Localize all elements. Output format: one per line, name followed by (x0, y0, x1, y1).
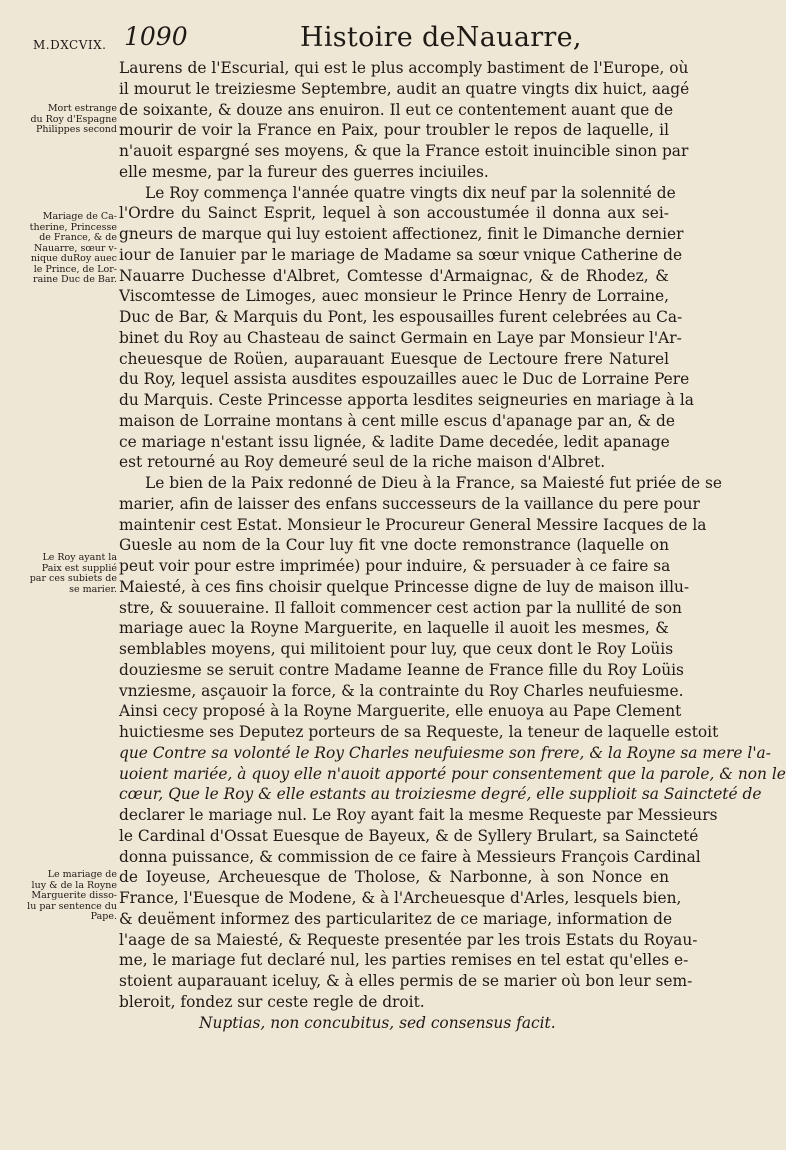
text-line: que Contre sa volonté le Roy Charles neufuiesme son frere, & la Royne sa mere l'a- (119, 743, 771, 762)
text-line: Nauarre Duchesse d'Albret, Comtesse d'Armaignac, & de Rhodez, & (119, 266, 669, 285)
latin-maxim: Nuptias, non concubitus, sed consensus facit. (199, 1013, 556, 1032)
text-line: stre, & souueraine. Il falloit commencer cest action par la nullité de son (119, 598, 682, 617)
text-line: est retourné au Roy demeuré seul de la riche maison d'Albret. (119, 453, 606, 472)
margin-note-line: Mariage de Ca- (42, 211, 117, 222)
text-line: du Roy, lequel assista ausdites espouzailles auec le Duc de Lorraine Pere (119, 370, 690, 389)
margin-note-line: luy & de la Royne (31, 879, 117, 891)
year-heading: M.DXCVIX. (33, 38, 107, 52)
page-number: 1090 (124, 22, 188, 51)
margin-note-line: Mort estrange (47, 103, 117, 114)
text-line: l'Ordre du Sainct Esprit, lequel à son accoustumée il donna aux sei- (119, 204, 669, 223)
text-line: Laurens de l'Escurial, qui est le plus accomply bastiment de l'Europe, où (119, 59, 689, 77)
text-line: cœur, Que le Roy & elle estants au troiziesme degré, elle supplioit sa Saincteté de (119, 785, 762, 804)
margin-note-line: Pape. (90, 911, 117, 922)
text-line: bleroit, fondez sur ceste regle de droit. (119, 992, 425, 1011)
text-line: huictiesme ses Deputez porteurs de sa Requeste, la teneur de laquelle estoit (119, 723, 719, 741)
text-line: cheuesque de Roüen, auparauant Euesque de Lectoure frere Naturel (119, 349, 669, 368)
body-text (119, 58, 786, 1033)
margin-note-line: nique duRoy auec (30, 253, 117, 264)
text-line: declarer le mariage nul. Le Roy ayant fait la mesme Requeste par Messieurs (119, 806, 718, 824)
text-line: France, l'Euesque de Modene, & à l'Archeuesque d'Arles, lesquels bien, (119, 889, 682, 907)
text-line: binet du Roy au Chasteau de sainct Germain en Laye par Monsieur l'Ar- (119, 328, 682, 347)
text-line: maison de Lorraine montans à cent mille escus d'apanage par an, & de (119, 411, 675, 430)
text-line: stoient auparauant iceluy, & à elles permis de se marier où bon leur sem- (119, 972, 693, 990)
text-line: Ainsi cecy proposé à la Royne Marguerite, elle enuoya au Pape Clement (119, 702, 682, 721)
margin-note-line: Le mariage de (47, 869, 117, 880)
margin-note (22, 104, 117, 136)
margin-note-line: de France, & de (39, 232, 117, 243)
margin-note-line: le Prince, de Lor- (33, 263, 117, 275)
text-line: l'aage de sa Maiesté, & Requeste presentée par les trois Estats du Royau- (119, 930, 698, 949)
text-line: douziesme se seruit contre Madame Ieanne de France fille du Roy Loüis (119, 660, 684, 679)
text-line: Viscomtesse de Limoges, auec monsieur le Prince Henry de Lorraine, (119, 287, 669, 306)
text-line: marier, afin de laisser des enfans successeurs de la vaillance du pere pour (119, 494, 700, 513)
text-line: de soixante, & douze ans enuiron. Il eut ce contentement auant que de (119, 100, 674, 119)
text-line: Le Roy commença l'année quatre vingts dix neuf par la solennité de (145, 183, 676, 202)
margin-note-line: par ces subiets de (29, 573, 117, 584)
text-line: me, le mariage fut declaré nul, les parties remises en tel estat qu'elles e- (119, 951, 689, 970)
text-line: donna puissance, & commission de ce faire à Messieurs François Cardinal (119, 847, 701, 866)
margin-note (22, 553, 117, 595)
text-line: gneurs de marque qui luy estoient affectionez, finit le Dimanche dernier (119, 225, 684, 243)
margin-note-line: se marier. (69, 583, 117, 595)
text-line: iour de Ianuier par le mariage de Madame sa sœur vnique Catherine de (119, 245, 683, 264)
margin-note-line: Paix est supplié (41, 562, 117, 574)
margin-note-line: therine, Princesse (29, 221, 117, 233)
text-line: il mourut le treiziesme Septembre, audit an quatre vingts dix huict, aagé (119, 79, 690, 98)
text-line: mariage auec la Royne Marguerite, en laquelle il auoit les mesmes, & (119, 619, 669, 638)
margin-note-line: du Roy d'Espagne (30, 113, 117, 125)
margin-note-line: raine Duc de Bar. (33, 274, 117, 285)
text-line: n'auoit espargné ses moyens, & que la France estoit inuincible sinon par (119, 142, 689, 160)
text-line: de Ioyeuse, Archeuesque de Tholose, & Narbonne, à son Nonce en (119, 868, 669, 887)
text-line: peut voir pour estre imprimée) pour induire, & persuader à ce faire sa (119, 557, 671, 575)
text-line: semblables moyens, qui militoient pour luy, que ceux dont le Roy Loüis (119, 640, 674, 658)
margin-notes (0, 0, 118, 1150)
text-line: vnziesme, asçauoir la force, & la contrainte du Roy Charles neufuiesme. (119, 681, 684, 700)
text-line: Duc de Bar, & Marquis du Pont, les espousailles furent celebrées au Ca- (119, 308, 683, 326)
running-title: Histoire deNauarre, (300, 22, 582, 53)
margin-note-line: lu par sentence du (27, 900, 117, 912)
text-line: maintenir cest Estat. Monsieur le Procureur General Messire Iacques de la (119, 515, 707, 534)
margin-note (22, 212, 117, 286)
margin-note-line: Nauarre, sœur v- (33, 242, 117, 254)
text-line: du Marquis. Ceste Princesse apporta lesdites seigneuries en mariage à la (119, 391, 694, 409)
text-line: Le bien de la Paix redonné de Dieu à la France, sa Maiesté fut priée de se (145, 474, 723, 492)
text-line: elle mesme, par la fureur des guerres inciuiles. (119, 162, 489, 181)
margin-note-line: Marguerite disso- (31, 890, 117, 901)
margin-note (22, 870, 117, 923)
text-line: mourir de voir la France en Paix, pour troubler le repos de laquelle, il (119, 121, 669, 140)
text-line: uoient mariée, à quoy elle n'auoit apporté pour consentement que la parole, & non le (119, 764, 786, 783)
text-line: & deuëment informez des particularitez de ce mariage, information de (119, 909, 673, 928)
margin-note-line: Le Roy ayant la (42, 552, 117, 563)
text-line: Maiesté, à ces fins choisir quelque Princesse digne de luy de maison illu- (119, 577, 690, 596)
text-line: le Cardinal d'Ossat Euesque de Bayeux, & de Syllery Brulart, sa Saincteté (119, 826, 699, 845)
text-line: Guesle au nom de la Cour luy fit vne docte remonstrance (laquelle on (119, 536, 669, 555)
margin-note-line: Philippes second (35, 124, 117, 135)
text-line: ce mariage n'estant issu lignée, & ladite Dame decedée, ledit apanage (119, 432, 670, 451)
